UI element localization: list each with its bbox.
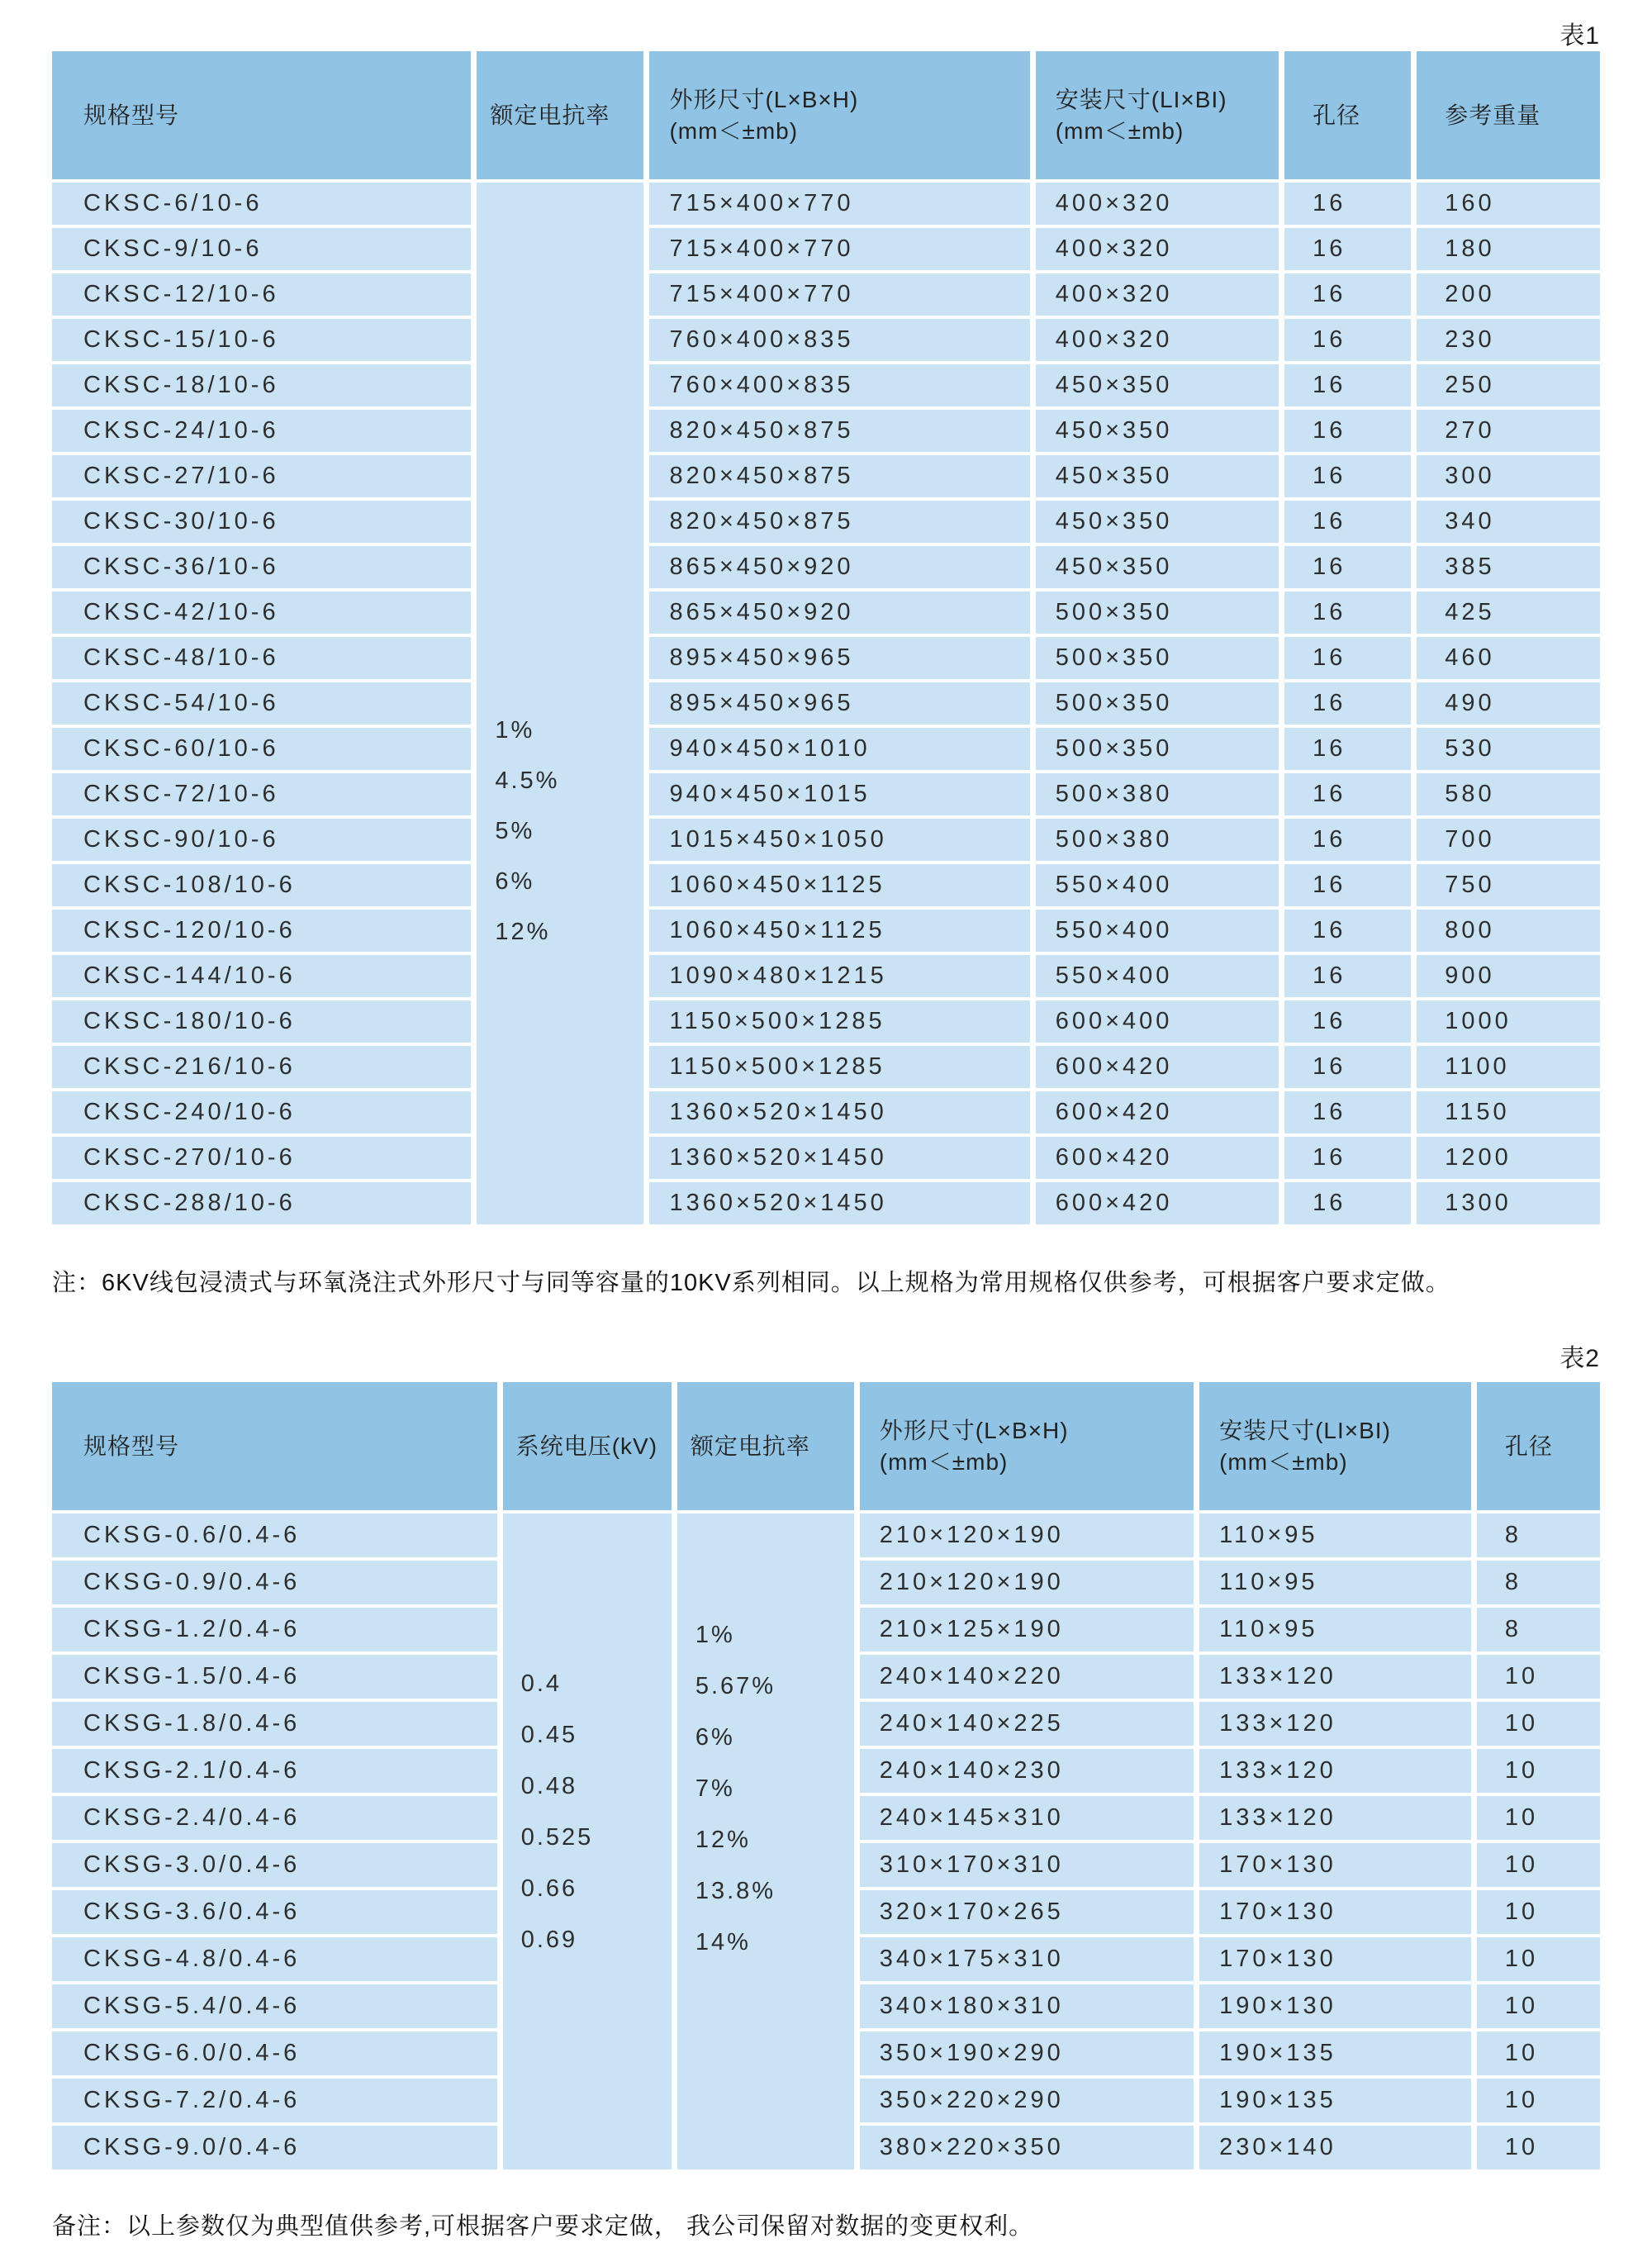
model-cell: CKSG-6.0/0.4-6 <box>52 2032 497 2075</box>
weight-cell: 1100 <box>1417 1046 1600 1088</box>
install-cell: 600×420 <box>1036 1046 1279 1088</box>
install-cell: 450×350 <box>1036 546 1279 588</box>
value-line: 12% <box>695 1827 751 1853</box>
dims-cell: 715×400×770 <box>649 183 1029 225</box>
dims-cell: 320×170×265 <box>860 1890 1194 1934</box>
model-cell: CKSC-90/10-6 <box>52 819 471 861</box>
install-cell: 500×350 <box>1036 592 1279 634</box>
weight-cell: 300 <box>1417 455 1600 497</box>
value-line: 5.67% <box>695 1673 776 1699</box>
model-cell: CKSC-6/10-6 <box>52 183 471 225</box>
value-line: 7% <box>695 1775 735 1802</box>
install-cell: 170×130 <box>1199 1890 1471 1934</box>
header-rated-reactance <box>677 1382 854 1510</box>
hole-cell: 16 <box>1284 1182 1411 1224</box>
hole-cell: 16 <box>1284 637 1411 679</box>
dims-cell: 715×400×770 <box>649 228 1029 270</box>
hole-cell: 10 <box>1477 1702 1600 1746</box>
hole-cell: 16 <box>1284 682 1411 725</box>
model-cell: CKSC-18/10-6 <box>52 364 471 406</box>
header-outline-dimensions <box>860 1382 1194 1510</box>
install-cell: 110×95 <box>1199 1561 1471 1604</box>
dims-cell: 760×400×835 <box>649 319 1029 361</box>
hole-cell: 10 <box>1477 1749 1600 1793</box>
install-cell: 500×350 <box>1036 637 1279 679</box>
hole-cell: 16 <box>1284 273 1411 316</box>
model-cell: CKSC-12/10-6 <box>52 273 471 316</box>
weight-cell: 1150 <box>1417 1091 1600 1133</box>
dims-cell: 1060×450×1125 <box>649 864 1029 906</box>
weight-cell: 385 <box>1417 546 1600 588</box>
weight-cell: 230 <box>1417 319 1600 361</box>
install-cell: 550×400 <box>1036 955 1279 997</box>
value-line: 5% <box>495 818 535 844</box>
model-cell: CKSC-108/10-6 <box>52 864 471 906</box>
install-cell: 500×350 <box>1036 682 1279 725</box>
hole-cell: 10 <box>1477 1937 1600 1981</box>
weight-cell: 250 <box>1417 364 1600 406</box>
hole-cell: 16 <box>1284 1091 1411 1133</box>
header-outline-dimensions <box>649 51 1029 179</box>
weight-cell: 800 <box>1417 910 1600 952</box>
install-cell: 450×350 <box>1036 455 1279 497</box>
value-line: 0.69 <box>520 1927 578 1953</box>
header-model-text: 规格型号 <box>83 1433 180 1459</box>
dims-cell: 1060×450×1125 <box>649 910 1029 952</box>
model-cell: CKSG-1.2/0.4-6 <box>52 1608 497 1651</box>
header-system-voltage <box>503 1382 672 1510</box>
install-cell: 400×320 <box>1036 183 1279 225</box>
model-cell: CKSG-1.5/0.4-6 <box>52 1655 497 1699</box>
model-cell: CKSG-3.0/0.4-6 <box>52 1843 497 1887</box>
install-cell: 550×400 <box>1036 910 1279 952</box>
dims-cell: 1150×500×1285 <box>649 1000 1029 1043</box>
model-cell: CKSC-120/10-6 <box>52 910 471 952</box>
header-install-dimensions <box>1036 51 1279 179</box>
install-cell: 600×400 <box>1036 1000 1279 1043</box>
model-cell: CKSC-144/10-6 <box>52 955 471 997</box>
model-cell: CKSC-27/10-6 <box>52 455 471 497</box>
header-install-dimensions-line1: 安装尺寸(LI×BI) <box>1219 1417 1391 1443</box>
header-outline-dimensions-line2: (mm＜±mb) <box>879 1448 1009 1475</box>
hole-cell: 10 <box>1477 2126 1600 2169</box>
rated-reactance-merged-cell <box>677 1514 854 2169</box>
model-cell: CKSC-24/10-6 <box>52 410 471 452</box>
header-hole-diameter-text: 孔径 <box>1313 102 1361 128</box>
hole-cell: 16 <box>1284 728 1411 770</box>
model-cell: CKSC-60/10-6 <box>52 728 471 770</box>
install-cell: 170×130 <box>1199 1843 1471 1887</box>
model-cell: CKSC-270/10-6 <box>52 1137 471 1179</box>
cksg-spec-table <box>52 1382 1600 2169</box>
header-reference-weight-text: 参考重量 <box>1445 102 1541 128</box>
install-cell: 190×130 <box>1199 1984 1471 2028</box>
header-outline-dimensions-line2: (mm＜±mb) <box>669 117 799 144</box>
install-cell: 450×350 <box>1036 501 1279 543</box>
model-cell: CKSG-1.8/0.4-6 <box>52 1702 497 1746</box>
weight-cell: 1300 <box>1417 1182 1600 1224</box>
dims-cell: 210×125×190 <box>860 1608 1194 1651</box>
hole-cell: 16 <box>1284 546 1411 588</box>
dims-cell: 380×220×350 <box>860 2126 1194 2169</box>
dims-cell: 1360×520×1450 <box>649 1182 1029 1224</box>
install-cell: 110×95 <box>1199 1608 1471 1651</box>
install-cell: 500×380 <box>1036 819 1279 861</box>
dims-cell: 820×450×875 <box>649 455 1029 497</box>
header-rated-reactance-text: 额定电抗率 <box>490 102 610 128</box>
dims-cell: 350×220×290 <box>860 2079 1194 2122</box>
model-cell: CKSC-9/10-6 <box>52 228 471 270</box>
value-line: 0.66 <box>520 1875 578 1902</box>
value-line: 0.48 <box>520 1773 578 1799</box>
dims-cell: 240×140×220 <box>860 1655 1194 1699</box>
dims-cell: 715×400×770 <box>649 273 1029 316</box>
weight-cell: 340 <box>1417 501 1600 543</box>
weight-cell: 900 <box>1417 955 1600 997</box>
dims-cell: 240×145×310 <box>860 1796 1194 1840</box>
weight-cell: 530 <box>1417 728 1600 770</box>
model-cell: CKSC-216/10-6 <box>52 1046 471 1088</box>
header-install-dimensions-line2: (mm＜±mb) <box>1219 1448 1348 1475</box>
dims-cell: 210×120×190 <box>860 1514 1194 1557</box>
hole-cell: 8 <box>1477 1514 1600 1557</box>
value-line: 12% <box>495 919 551 945</box>
hole-cell: 8 <box>1477 1561 1600 1604</box>
hole-cell: 16 <box>1284 455 1411 497</box>
model-cell: CKSC-15/10-6 <box>52 319 471 361</box>
install-cell: 133×120 <box>1199 1702 1471 1746</box>
weight-cell: 700 <box>1417 819 1600 861</box>
install-cell: 600×420 <box>1036 1182 1279 1224</box>
header-hole-diameter-text: 孔径 <box>1504 1433 1553 1459</box>
weight-cell: 160 <box>1417 183 1600 225</box>
dims-cell: 210×120×190 <box>860 1561 1194 1604</box>
hole-cell: 16 <box>1284 955 1411 997</box>
hole-cell: 16 <box>1284 364 1411 406</box>
hole-cell: 16 <box>1284 864 1411 906</box>
weight-cell: 200 <box>1417 273 1600 316</box>
hole-cell: 16 <box>1284 1046 1411 1088</box>
model-cell: CKSC-48/10-6 <box>52 637 471 679</box>
hole-cell: 16 <box>1284 183 1411 225</box>
model-cell: CKSC-42/10-6 <box>52 592 471 634</box>
install-cell: 400×320 <box>1036 228 1279 270</box>
weight-cell: 270 <box>1417 410 1600 452</box>
model-cell: CKSC-72/10-6 <box>52 773 471 815</box>
dims-cell: 310×170×310 <box>860 1843 1194 1887</box>
model-cell: CKSG-3.6/0.4-6 <box>52 1890 497 1934</box>
model-cell: CKSC-240/10-6 <box>52 1091 471 1133</box>
model-cell: CKSC-54/10-6 <box>52 682 471 725</box>
table2-label: 表2 <box>1559 1345 1600 1372</box>
model-cell: CKSG-0.6/0.4-6 <box>52 1514 497 1557</box>
install-cell: 400×320 <box>1036 319 1279 361</box>
value-line: 6% <box>495 868 535 895</box>
dims-cell: 350×190×290 <box>860 2032 1194 2075</box>
hole-cell: 16 <box>1284 228 1411 270</box>
model-cell: CKSG-9.0/0.4-6 <box>52 2126 497 2169</box>
header-model <box>52 1382 497 1510</box>
dims-cell: 340×175×310 <box>860 1937 1194 1981</box>
weight-cell: 580 <box>1417 773 1600 815</box>
dims-cell: 820×450×875 <box>649 410 1029 452</box>
dims-cell: 865×450×920 <box>649 546 1029 588</box>
value-line: 1% <box>695 1622 735 1648</box>
system-voltage-merged-cell <box>503 1514 672 2169</box>
model-cell: CKSC-30/10-6 <box>52 501 471 543</box>
model-cell: CKSG-4.8/0.4-6 <box>52 1937 497 1981</box>
header-model <box>52 51 471 179</box>
hole-cell: 16 <box>1284 1000 1411 1043</box>
dims-cell: 865×450×920 <box>649 592 1029 634</box>
header-system-voltage-text: 系统电压(kV) <box>515 1433 658 1459</box>
install-cell: 400×320 <box>1036 273 1279 316</box>
header-hole-diameter <box>1284 51 1411 179</box>
model-cell: CKSG-7.2/0.4-6 <box>52 2079 497 2122</box>
value-line: 0.4 <box>520 1670 563 1697</box>
weight-cell: 750 <box>1417 864 1600 906</box>
header-outline-dimensions-line1: 外形尺寸(L×B×H) <box>669 86 859 112</box>
table2-note: 备注：以上参数仅为典型值供参考,可根据客户要求定做， 我公司保留对数据的变更权利。 <box>52 2213 1034 2240</box>
dims-cell: 895×450×965 <box>649 637 1029 679</box>
dims-cell: 1015×450×1050 <box>649 819 1029 861</box>
model-cell: CKSC-288/10-6 <box>52 1182 471 1224</box>
header-hole-diameter <box>1477 1382 1600 1510</box>
hole-cell: 16 <box>1284 1137 1411 1179</box>
hole-cell: 10 <box>1477 1655 1600 1699</box>
install-cell: 170×130 <box>1199 1937 1471 1981</box>
value-line: 6% <box>695 1724 735 1751</box>
header-install-dimensions-line1: 安装尺寸(LI×BI) <box>1055 86 1227 112</box>
hole-cell: 10 <box>1477 2032 1600 2075</box>
dims-cell: 340×180×310 <box>860 1984 1194 2028</box>
model-cell: CKSG-2.1/0.4-6 <box>52 1749 497 1793</box>
install-cell: 190×135 <box>1199 2032 1471 2075</box>
hole-cell: 10 <box>1477 1890 1600 1934</box>
header-model-text: 规格型号 <box>83 102 180 128</box>
install-cell: 600×420 <box>1036 1091 1279 1133</box>
hole-cell: 10 <box>1477 1984 1600 2028</box>
weight-cell: 490 <box>1417 682 1600 725</box>
weight-cell: 460 <box>1417 637 1600 679</box>
weight-cell: 1000 <box>1417 1000 1600 1043</box>
dims-cell: 940×450×1010 <box>649 728 1029 770</box>
value-line: 13.8% <box>695 1878 776 1904</box>
hole-cell: 16 <box>1284 819 1411 861</box>
install-cell: 133×120 <box>1199 1655 1471 1699</box>
header-outline-dimensions-line1: 外形尺寸(L×B×H) <box>879 1417 1069 1443</box>
table1-label: 表1 <box>1559 22 1600 50</box>
install-cell: 190×135 <box>1199 2079 1471 2122</box>
install-cell: 133×120 <box>1199 1749 1471 1793</box>
dims-cell: 1360×520×1450 <box>649 1137 1029 1179</box>
value-line: 0.45 <box>520 1722 578 1748</box>
dims-cell: 240×140×230 <box>860 1749 1194 1793</box>
weight-cell: 180 <box>1417 228 1600 270</box>
dims-cell: 940×450×1015 <box>649 773 1029 815</box>
hole-cell: 10 <box>1477 1796 1600 1840</box>
value-line: 1% <box>495 717 535 744</box>
hole-cell: 10 <box>1477 2079 1600 2122</box>
model-cell: CKSC-180/10-6 <box>52 1000 471 1043</box>
dims-cell: 760×400×835 <box>649 364 1029 406</box>
header-install-dimensions <box>1199 1382 1471 1510</box>
install-cell: 500×350 <box>1036 728 1279 770</box>
value-line: 4.5% <box>495 767 560 794</box>
value-line: 14% <box>695 1929 751 1955</box>
weight-cell: 1200 <box>1417 1137 1600 1179</box>
install-cell: 550×400 <box>1036 864 1279 906</box>
install-cell: 133×120 <box>1199 1796 1471 1840</box>
dims-cell: 820×450×875 <box>649 501 1029 543</box>
install-cell: 450×350 <box>1036 364 1279 406</box>
model-cell: CKSC-36/10-6 <box>52 546 471 588</box>
header-reference-weight <box>1417 51 1600 179</box>
table1-note: 注：6KV线包浸渍式与环氧浇注式外形尺寸与同等容量的10KV系列相同。以上规格为常用规格仅供参考，可根据客户要求定做。 <box>52 1270 1450 1296</box>
install-cell: 500×380 <box>1036 773 1279 815</box>
hole-cell: 16 <box>1284 319 1411 361</box>
dims-cell: 1360×520×1450 <box>649 1091 1029 1133</box>
dims-cell: 895×450×965 <box>649 682 1029 725</box>
install-cell: 230×140 <box>1199 2126 1471 2169</box>
hole-cell: 10 <box>1477 1843 1600 1887</box>
install-cell: 600×420 <box>1036 1137 1279 1179</box>
header-rated-reactance <box>477 51 643 179</box>
model-cell: CKSG-2.4/0.4-6 <box>52 1796 497 1840</box>
value-line: 0.525 <box>520 1824 594 1851</box>
rated-reactance-merged-cell <box>477 183 643 1224</box>
model-cell: CKSG-0.9/0.4-6 <box>52 1561 497 1604</box>
dims-cell: 240×140×225 <box>860 1702 1194 1746</box>
install-cell: 450×350 <box>1036 410 1279 452</box>
cksc-spec-table <box>52 51 1600 1224</box>
dims-cell: 1150×500×1285 <box>649 1046 1029 1088</box>
header-install-dimensions-line2: (mm＜±mb) <box>1055 117 1184 144</box>
install-cell: 110×95 <box>1199 1514 1471 1557</box>
hole-cell: 8 <box>1477 1608 1600 1651</box>
dims-cell: 1090×480×1215 <box>649 955 1029 997</box>
hole-cell: 16 <box>1284 773 1411 815</box>
hole-cell: 16 <box>1284 592 1411 634</box>
weight-cell: 425 <box>1417 592 1600 634</box>
hole-cell: 16 <box>1284 501 1411 543</box>
hole-cell: 16 <box>1284 410 1411 452</box>
header-rated-reactance-text: 额定电抗率 <box>690 1433 810 1459</box>
model-cell: CKSG-5.4/0.4-6 <box>52 1984 497 2028</box>
hole-cell: 16 <box>1284 910 1411 952</box>
